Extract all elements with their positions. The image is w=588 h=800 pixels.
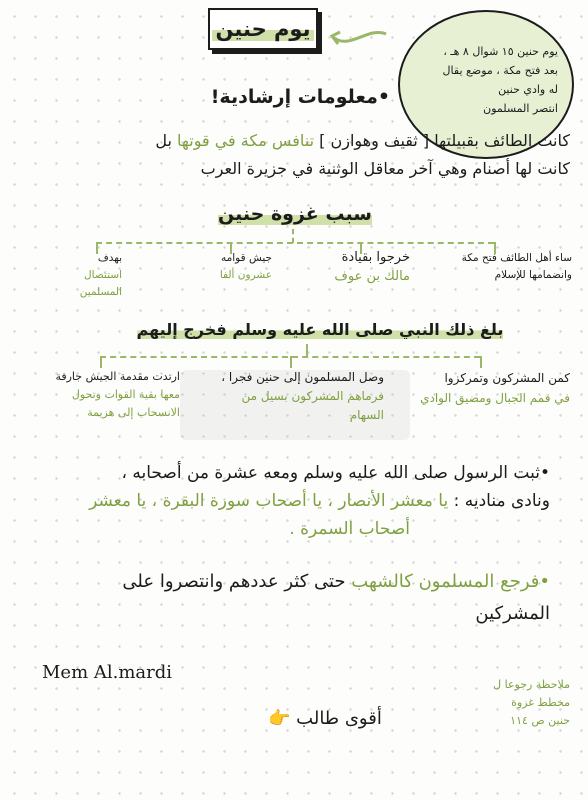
info-text: كانت الطائف بقبيلتها [ ثقيف وهوازن ] bbox=[319, 131, 570, 150]
news-item-value: في قمم الجبال ومضيق الوادي bbox=[420, 391, 570, 405]
news-item bbox=[30, 368, 180, 422]
stand-highlight: يا معشر الأنصار ، يا أصحاب سورة البقرة ، يا معشر bbox=[89, 491, 449, 511]
strongest-text: أقوى طالب bbox=[296, 708, 382, 729]
page-title bbox=[208, 8, 318, 50]
pointing-hand-icon: 👉 bbox=[268, 708, 291, 729]
stand-line3: أصحاب السمرة . bbox=[289, 519, 410, 539]
cause-item bbox=[58, 250, 122, 301]
arrow-icon bbox=[328, 22, 390, 56]
result-text: حتى كثر عددهم وانتصروا على bbox=[122, 571, 346, 592]
info-paragraph-line2: كانت لها أصنام وهي آخر معاقل الوثنية في جزيرة العرب bbox=[200, 159, 570, 178]
result-highlight: •فرجع المسلمون كالشهب bbox=[351, 571, 550, 592]
footnote-line: ملاحظة رجوعا ل bbox=[493, 678, 570, 691]
news-drop bbox=[100, 356, 102, 368]
strongest-student bbox=[268, 708, 382, 729]
news-item-label: وصل المسلمون إلى حنين فجرا ، bbox=[221, 370, 384, 384]
info-heading: •معلومات إرشادية! bbox=[210, 86, 390, 108]
footnote-line: مخطط غزوة bbox=[511, 696, 570, 709]
news-item bbox=[214, 368, 384, 425]
cause-item-value: مالك بن عوف bbox=[334, 269, 410, 284]
stand-line2 bbox=[40, 486, 550, 517]
cause-item-label: خرجوا بقيادة bbox=[341, 250, 410, 265]
cause-item bbox=[190, 250, 272, 284]
cause-item-label: جيش قوامه bbox=[221, 252, 272, 264]
cause-item-value: وانضمامها للإسلام bbox=[494, 269, 572, 281]
cause-item-value: استئصال المسلمين bbox=[79, 269, 122, 298]
stand-text: ونادى مناديه : bbox=[453, 491, 550, 511]
side-note-line: انتصر المسلمون bbox=[483, 102, 558, 115]
cause-branch-line bbox=[96, 242, 494, 244]
news-item-value: معها بقية القوات وتحول الانسحاب إلى هزيمة bbox=[71, 388, 180, 419]
author-signature: Mem Al.mardi bbox=[42, 662, 173, 683]
side-note-line: له وادي حنين bbox=[498, 83, 558, 96]
news-stem bbox=[306, 344, 308, 356]
cause-heading-text: سبب غزوة حنين bbox=[218, 203, 372, 225]
stand-line1: •ثبت الرسول صلى الله عليه وسلم ومعه عشرة من أصحابه ، bbox=[121, 463, 550, 483]
result-line2: المشركين bbox=[475, 603, 550, 624]
news-drop bbox=[480, 356, 482, 368]
news-item bbox=[410, 368, 570, 408]
cause-item-value: عشرون ألفا bbox=[219, 269, 272, 281]
cause-item bbox=[440, 250, 572, 284]
news-drop bbox=[290, 356, 292, 368]
cause-stem bbox=[292, 229, 294, 243]
news-heading bbox=[130, 320, 510, 339]
news-item-label: كمن المشركون وتمركزوا bbox=[444, 371, 570, 385]
cause-item-label: ساء أهل الطائف فتح مكة bbox=[461, 252, 572, 264]
info-paragraph-line1 bbox=[20, 128, 570, 154]
cause-item-label: بهدف bbox=[97, 252, 122, 264]
news-item-value: فرماهم المشركون بسيل من السهام bbox=[241, 389, 384, 422]
side-note-line: بعد فتح مكة ، موضع يقال bbox=[442, 64, 558, 77]
cause-item bbox=[290, 248, 410, 286]
footnote bbox=[450, 676, 570, 730]
side-note-line: يوم حنين ١٥ شوال ٨ هـ ، bbox=[443, 45, 558, 58]
news-item-label: ارتدت مقدمة الجيش جارفة bbox=[55, 370, 180, 383]
footnote-line: حنين ص ١١٤ bbox=[510, 714, 570, 727]
info-text: بل bbox=[155, 131, 172, 150]
title-text: يوم حنين bbox=[212, 17, 315, 41]
side-note bbox=[408, 42, 558, 118]
news-heading-text: بلغ ذلك النبي صلى الله عليه وسلم فخرج إليهم bbox=[136, 320, 504, 339]
cause-heading bbox=[200, 203, 390, 225]
result-line1 bbox=[40, 566, 550, 598]
info-highlight: تنافس مكة في قوتها bbox=[177, 131, 315, 150]
